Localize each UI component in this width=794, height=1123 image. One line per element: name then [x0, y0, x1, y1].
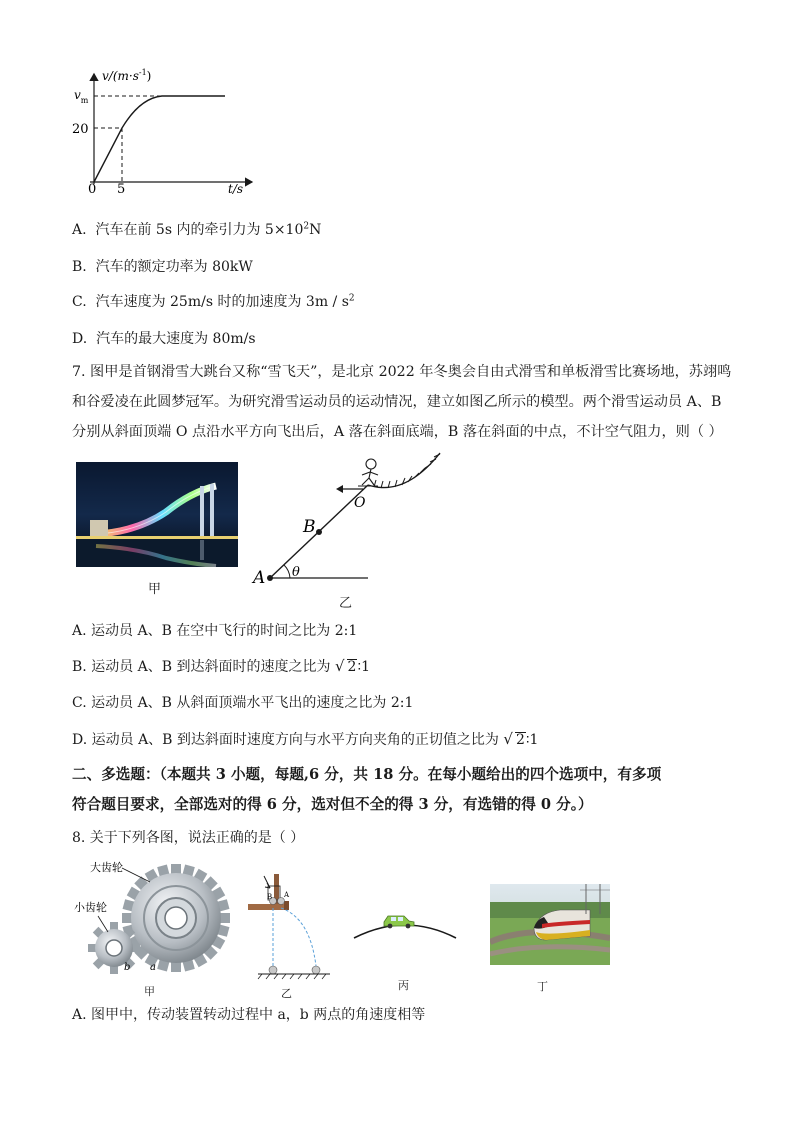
q6-c-sup: 2: [348, 293, 355, 304]
label-a: A: [253, 568, 266, 588]
train-photo: [490, 884, 610, 965]
q7-option-a: A. 运动员 A、B 在空中飞行的时间之比为 2:1: [72, 623, 358, 639]
gear-big-label: 大齿轮: [90, 861, 123, 874]
ramp-curve: [368, 453, 440, 488]
vt-graph-svg: [70, 66, 260, 196]
q7-b-sqrt: 2: [347, 659, 357, 675]
point-b: [316, 529, 322, 535]
q7-d-sqrt: 2: [515, 732, 525, 748]
q8-stem: 8. 关于下列各图，说法正确的是（ ）: [72, 830, 305, 846]
q6-b-prefix: B.: [72, 259, 87, 275]
q7-stem-line1: 7. 图甲是首钢滑雪大跳台又称“雪飞天”，是北京 2022 年冬奥会自由式滑雪和单板滑雪比赛场地，苏翊鸣: [72, 364, 732, 380]
q6-b-text: 汽车的额定功率为 80kW: [95, 259, 253, 275]
label-o: O: [354, 495, 366, 511]
q6-option-b: [72, 256, 253, 276]
section2-heading-line1: 二、多选题：（本题共 3 小题，每题,6 分，共 18 分。在每小题给出的四个选项中，有多项: [72, 766, 662, 783]
q6-c-text: 汽车速度为 25m/s 时的加速度为 3m / s: [95, 294, 349, 310]
q6-option-c: [72, 291, 355, 311]
q6-c-prefix: C.: [72, 294, 87, 310]
q6-a-unit: N: [309, 222, 322, 238]
v-axis-label: $v/(m\cdot s^{-1})$: [102, 68, 152, 83]
q7-d-text: D. 运动员 A、B 到达斜面时速度方向与水平方向夹角的正切值之比为: [72, 732, 499, 748]
q7-option-b: B. 运动员 A、B 到达斜面时的速度之比为 √ 2∶1: [72, 657, 370, 675]
q8-cap-jia: 甲: [144, 985, 155, 998]
q8-cap-bing: 丙: [398, 979, 409, 992]
q7-option-c: C. 运动员 A、B 从斜面顶端水平飞出的速度之比为 2:1: [72, 695, 414, 711]
gears-figure: [72, 856, 232, 976]
ski-jump-photo: [76, 462, 238, 567]
vt-graph: [70, 66, 260, 196]
car-icon: [384, 916, 414, 928]
section2-heading-line2: 符合题目要求，全部选对的得 6 分，选对但不全的得 3 分，有选错的得 0 分。）: [72, 796, 593, 813]
t-axis-label: t/s: [228, 182, 244, 196]
label-b: B: [303, 517, 316, 537]
q6-a-prefix: A.: [72, 222, 87, 238]
car-hill-figure: [350, 900, 460, 945]
q7-d-ratio: ∶1: [525, 732, 539, 748]
gear-point-b: b: [124, 962, 131, 973]
q7-b-ratio: ∶1: [357, 659, 370, 675]
fig-yi-caption: 乙: [339, 596, 353, 611]
q6-d-prefix: D.: [72, 331, 88, 347]
q8-cap-ding: 丁: [537, 980, 548, 993]
q6-a-text: 汽车在前 5s 内的牵引力为 5×10: [95, 222, 304, 238]
q7-option-d: D. 运动员 A、B 到达斜面时速度方向与水平方向夹角的正切值之比为 √ 2∶1: [72, 730, 539, 748]
q6-option-a: [72, 219, 321, 239]
q7-stem-line3: 分别从斜面顶端 O 点沿水平方向飞出后，A 落在斜面底端，B 落在斜面的中点，不计空气阻力，则（ ）: [72, 424, 723, 440]
y-tick-20: 20: [72, 122, 89, 137]
q6-a-sup: 2: [303, 221, 310, 232]
q8-option-a: A. 图甲中，传动装置转动过程中 a，b 两点的角速度相等: [72, 1007, 426, 1023]
q7-b-text: B. 运动员 A、B 到达斜面时的速度之比为: [72, 659, 331, 675]
velocity-curve: [94, 96, 225, 182]
gear-point-a: a: [150, 962, 156, 973]
x-tick-5: 5: [117, 182, 126, 196]
gear-small-label: 小齿轮: [74, 901, 107, 914]
drop-label-a: A: [284, 891, 290, 899]
drop-label-b: B: [267, 893, 273, 901]
vm-label: $v_m$: [74, 88, 89, 105]
slope-diagram: [250, 445, 455, 610]
q8-cap-yi: 乙: [281, 987, 292, 1000]
q6-d-text: 汽车的最大速度为 80m/s: [96, 331, 256, 347]
q7-stem-line2: 和谷爱凌在此圆梦冠军。为研究滑雪运动员的运动情况，建立如图乙所示的模型。两个滑雪运动员 A、B: [72, 394, 722, 410]
drop-apparatus-figure: [244, 866, 334, 982]
label-theta: θ: [292, 565, 300, 580]
point-a: [267, 575, 273, 581]
x-tick-0: 0: [88, 182, 97, 196]
fig-jia-caption: 甲: [148, 582, 162, 597]
q6-option-d: [72, 328, 256, 348]
